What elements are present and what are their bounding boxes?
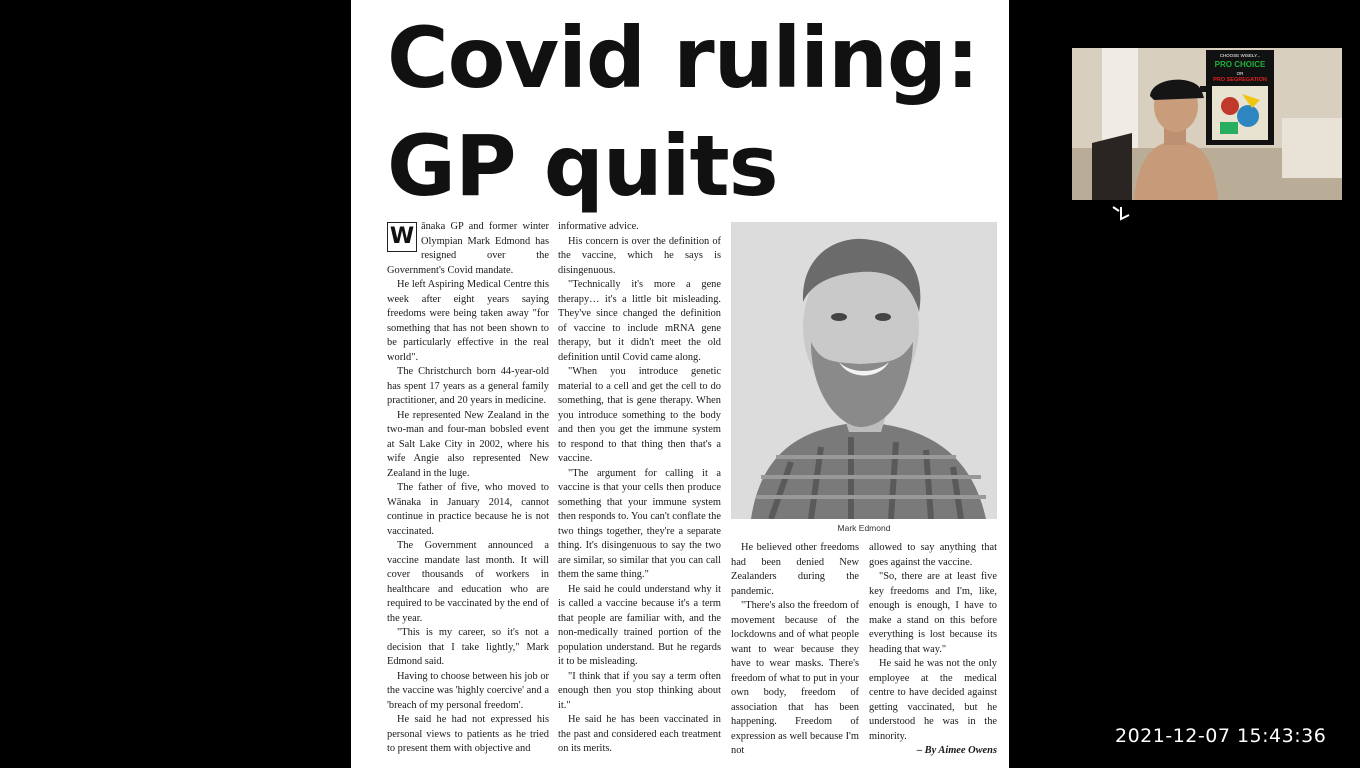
paragraph: He left Aspiring Medical Centre this week after eight years saying freedoms were being taken away "for something that has not been shown to be particularly effective in the real world". (387, 279, 549, 363)
paragraph: He believed other freedoms had been denied New Zealanders during the pandemic. (731, 542, 859, 597)
paragraph: "I think that if you say a term often enough then you stop thinking about it." (558, 670, 721, 711)
paragraph: "So, there are at least five key freedoms and I'm, like, enough is enough, I have to make a stand on this before everything is lost because its heading that way." (869, 571, 997, 655)
poster-line-2: PRO CHOICE (1214, 60, 1266, 69)
article-column-2 (558, 220, 721, 757)
paragraph: informative advice. (558, 221, 639, 232)
paragraph: He said he was not the only employee at the medical centre to have decided against getting vaccinated, but he understood he was in the minority. (869, 658, 997, 742)
headline (387, 4, 979, 220)
poster-artwork (1212, 86, 1268, 140)
paragraph: "The argument for calling it a vaccine is that your cells then produce something that your immune system then responds to. You can't conflate the two things together, they're a separate thing. It's disingenuous to say the two are similar, so similar that you can call them the same thing." (558, 467, 721, 580)
poster-line-3: OR (1236, 71, 1244, 76)
portrait-illustration (731, 222, 997, 519)
mouse-cursor-icon (1111, 205, 1131, 226)
paragraph: He said he had not expressed his personal views to patients as he tried to present them with objective and (387, 714, 549, 754)
paragraph: ānaka GP and former winter Olympian Mark Edmond has resigned over the Government's Covid mandate. (387, 221, 549, 276)
paragraph: His concern is over the definition of the vaccine, which he says is disingenuous. (558, 235, 721, 276)
article-column-3 (731, 541, 859, 759)
byline: – By Aimee Owens (916, 745, 997, 756)
paragraph: allowed to say anything that goes against the vaccine. (869, 542, 997, 568)
drop-cap: W (387, 222, 417, 252)
paragraph: "Technically it's more a gene therapy… it's a little bit misleading. They've since changed the definition of vaccine to include mRNA gene therapy, but it didn't meet the old definition until Covid came along. (558, 279, 721, 363)
photo-caption: Mark Edmond (837, 523, 891, 533)
headline-line-1: Covid ruling: (387, 9, 979, 107)
paragraph: The father of five, who moved to Wānaka in January 2014, cannot continue in practice because he is not vaccinated. (387, 482, 549, 537)
poster (1206, 50, 1274, 145)
webcam-overlay (1072, 48, 1342, 200)
paragraph: "There's also the freedom of movement because of the lockdowns and of what people want to wear because they have to wear masks. There's freedom of what to put in your own body, freedom of association that has been happening. Freedom of expression as well because I'm not (731, 600, 859, 756)
paragraph: The Government announced a vaccine mandate last month. It will cover thousands of workers in healthcare and education who are required to be vaccinated by the end of the year. (387, 540, 549, 624)
paragraph: He said he could understand why it is called a vaccine because it's a term that people are familiar with, and the non-medically trained portion of the population understand. But he regards it to be misleading. (558, 583, 721, 667)
portrait-photo (731, 222, 997, 519)
poster-line-1: CHOOSE WISELY... (1219, 53, 1261, 58)
paragraph: The Christchurch born 44-year-old has spent 17 years as a general family practitioner, and 20 years in medicine. (387, 366, 549, 406)
poster-line-4: PRO SEGREGATION (1213, 77, 1267, 83)
article-column-1 (387, 220, 549, 757)
paragraph: He said he has been vaccinated in the past and considered each treatment on its merits. (558, 714, 721, 754)
headline-line-2: GP quits (387, 117, 778, 215)
paragraph: "This is my career, so it's not a decision that I take lightly," Mark Edmond said. (387, 627, 549, 667)
article-column-4 (869, 541, 997, 759)
paragraph: He represented New Zealand in the two-man and four-man bobsled event at Salt Lake City in 2002, where his wife Angie also represented New Zealand in the luge. (387, 409, 549, 479)
recording-timestamp: 2021-12-07 15:43:36 (1115, 725, 1327, 747)
paragraph: Having to choose between his job or the vaccine was 'highly coercive' and a 'breach of my personal freedom'. (387, 670, 549, 711)
newspaper-clipping (351, 0, 1009, 768)
paragraph: "When you introduce genetic material to a cell and get the cell to do something, that is gene therapy. When you introduce something to the body and then you get the immune system to respond to that thing then that's a vaccine. (558, 366, 721, 464)
